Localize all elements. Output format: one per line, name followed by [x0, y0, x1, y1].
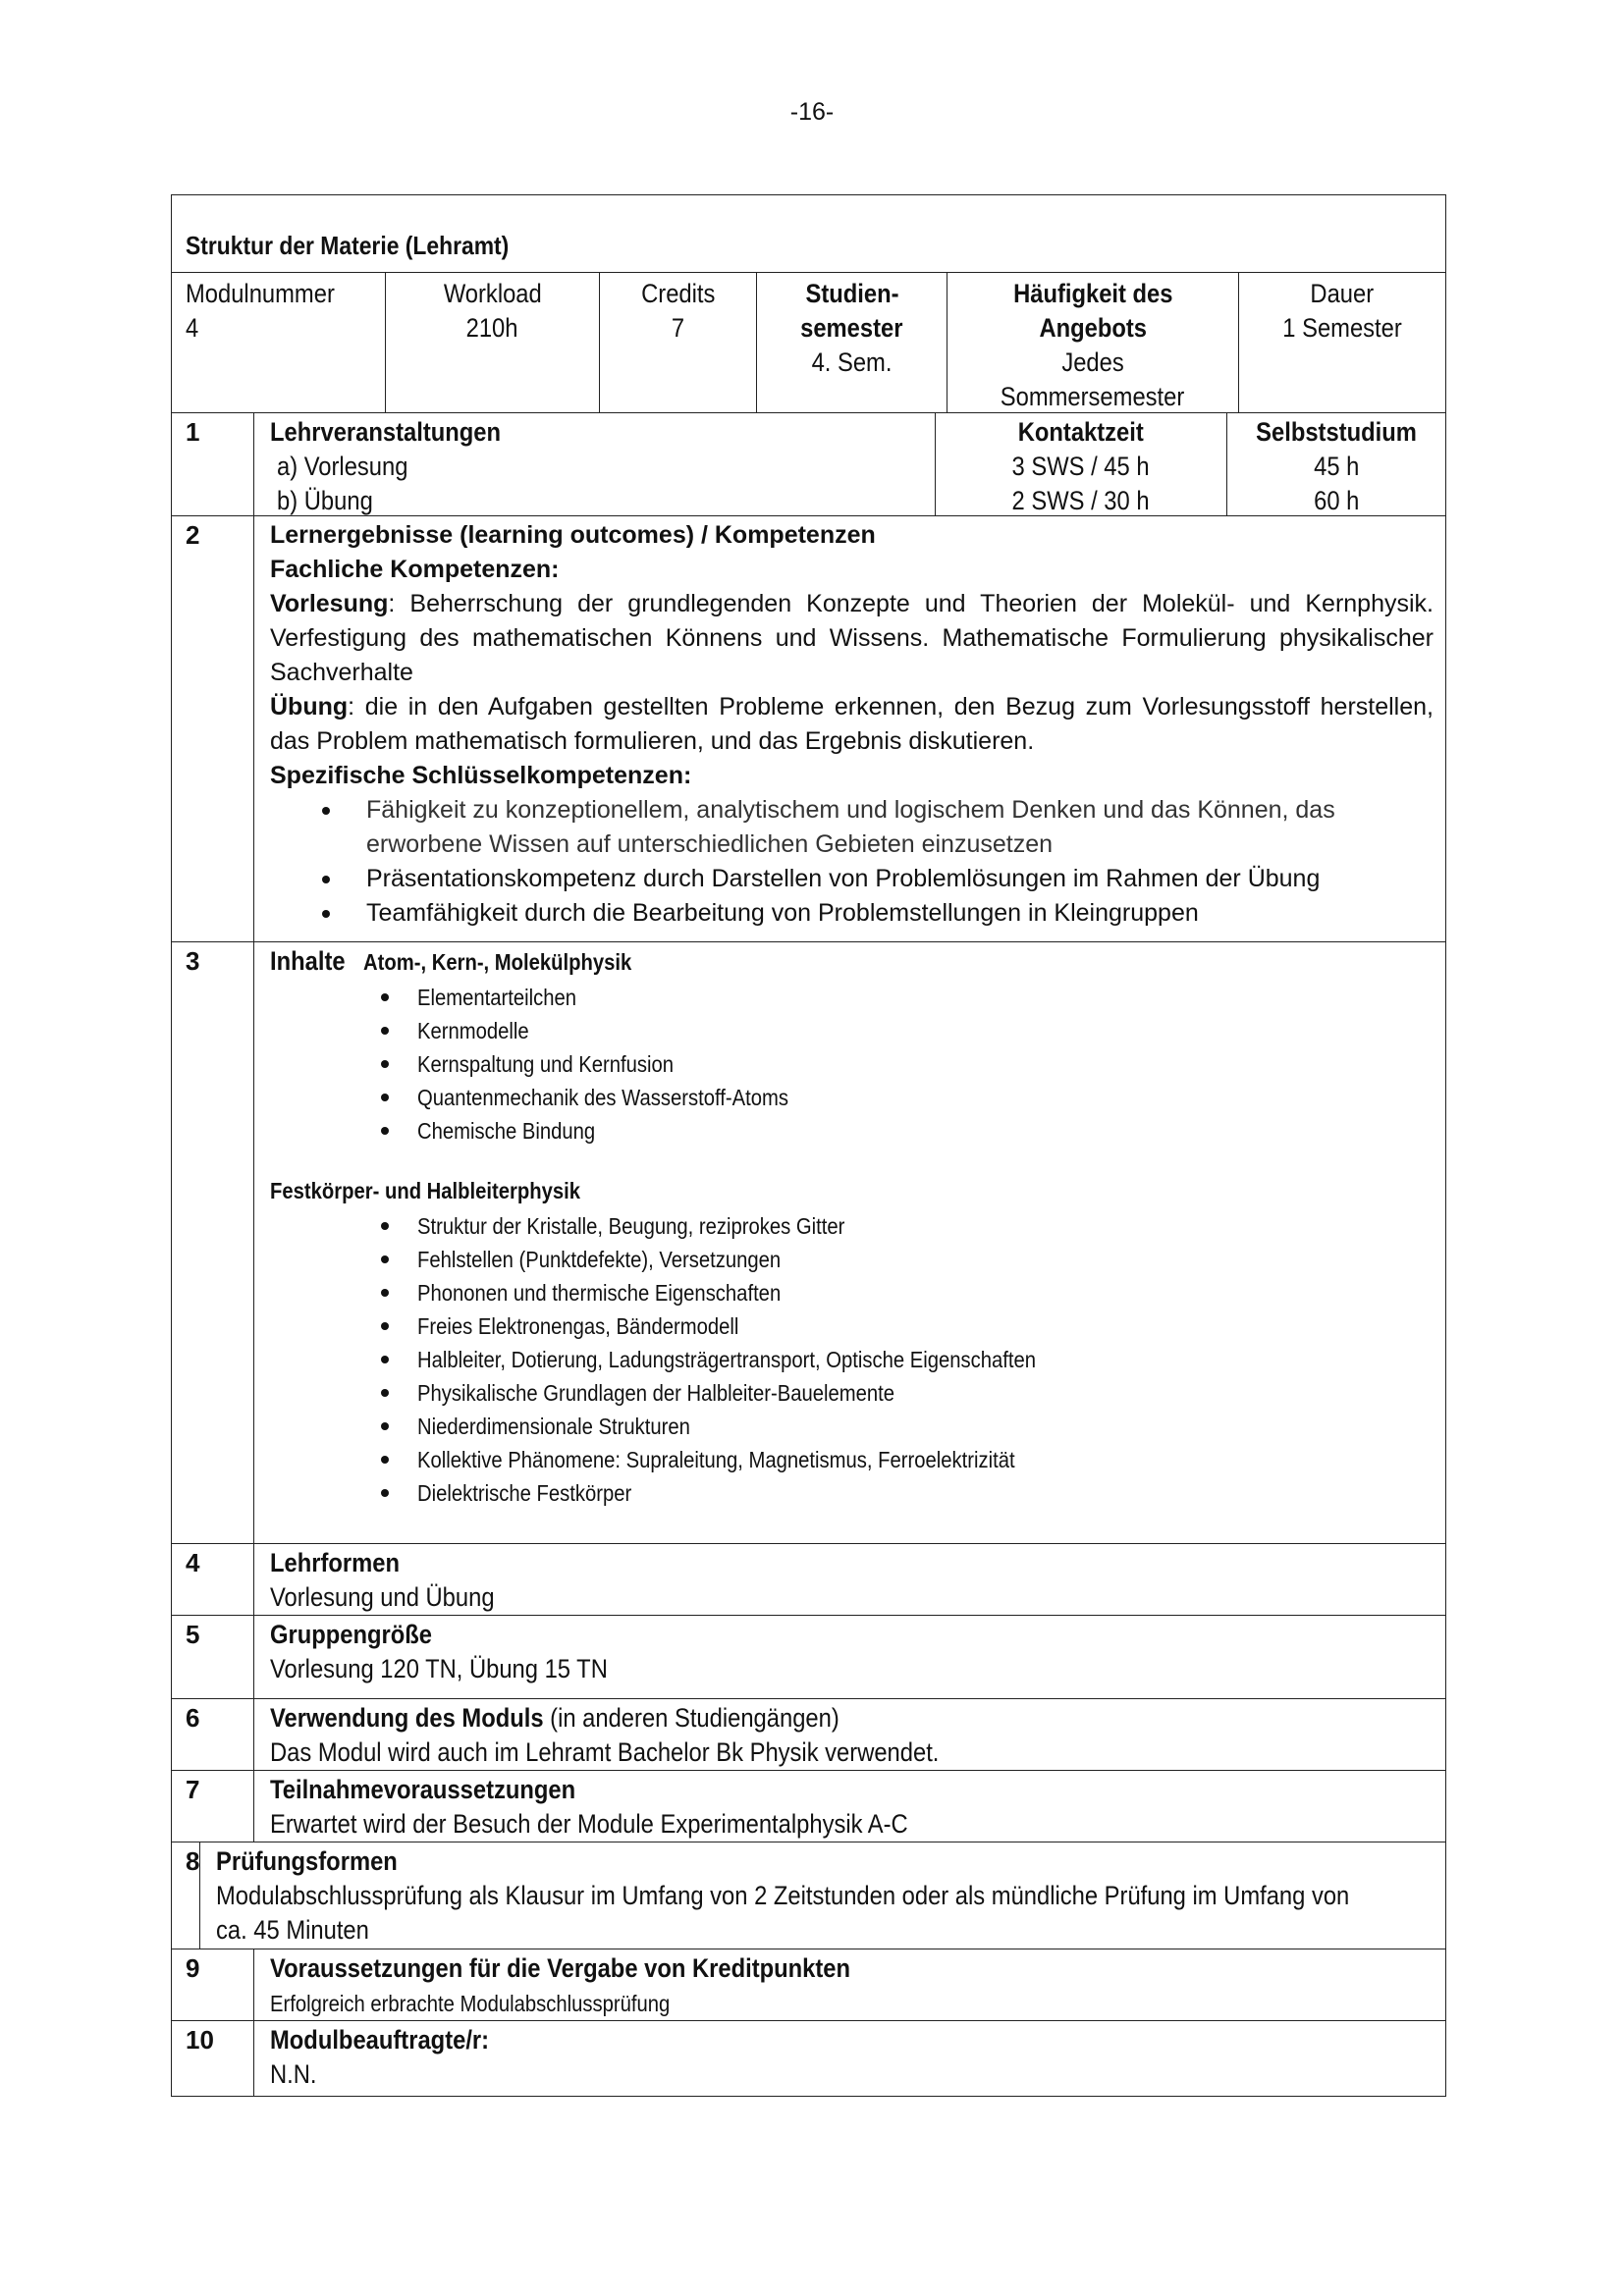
bullet-icon: [381, 1322, 389, 1330]
bullet-icon: [381, 1389, 389, 1397]
list-item: Dielektrische Festkörper: [417, 1476, 1434, 1510]
section-heading-suffix: (in anderen Studiengängen): [543, 1703, 839, 1733]
section-pruefungsformen: [172, 1842, 1445, 1949]
list-item: Teamfähigkeit durch die Bearbeitung von Problemstellungen in Kleingruppen: [366, 896, 1434, 931]
workload-label: Workload: [443, 279, 542, 308]
section-number: 6: [172, 1699, 254, 1770]
section-heading: Lernergebnisse (learning outcomes) / Kompetenzen: [270, 521, 876, 549]
lehrveranstaltung-uebung: b) Übung: [277, 486, 373, 515]
bullet-icon: [322, 876, 330, 883]
selbststudium-uebung: 60 h: [1313, 486, 1360, 515]
studiensemester-value: 4. Sem.: [811, 347, 893, 377]
inhalte-group-heading: Festkörper- und Halbleiterphysik: [270, 1178, 581, 1203]
kontaktzeit-vorlesung: 3 SWS / 45 h: [1011, 452, 1150, 481]
workload-value: 210h: [466, 313, 518, 343]
section-number: 3: [172, 942, 254, 1543]
bullet-icon: [381, 1255, 389, 1263]
inhalte-group1-list: [270, 981, 1434, 1148]
section-heading-line: [270, 1701, 839, 1735]
section-number: 1: [172, 413, 254, 515]
bullet-icon: [381, 1222, 389, 1230]
modulnummer-value: 4: [186, 313, 199, 343]
section-heading: Lehrveranstaltungen: [270, 417, 502, 447]
section-text: Vorlesung 120 TN, Übung 15 TN: [270, 1654, 608, 1683]
kontaktzeit-uebung: 2 SWS / 30 h: [1011, 486, 1150, 515]
section-number: 9: [172, 1949, 254, 2020]
section-kreditpunkte: [172, 1949, 1445, 2021]
workload-cell: [386, 273, 600, 412]
section-lernergebnisse: [172, 516, 1445, 942]
vorlesung-kompetenzen: [270, 587, 1434, 690]
section-text: Das Modul wird auch im Lehramt Bachelor Bk Physik verwendet.: [270, 1737, 940, 1767]
section-number: 4: [172, 1544, 254, 1615]
list-item: Physikalische Grundlagen der Halbleiter-Bauelemente: [417, 1376, 1434, 1410]
studiensemester-cell: [757, 273, 947, 412]
section-heading: Verwendung des Moduls: [270, 1703, 544, 1733]
section-lehrveranstaltungen: [172, 413, 1445, 516]
fachliche-kompetenzen-heading: Fachliche Kompetenzen:: [270, 556, 560, 583]
section-verwendung: [172, 1699, 1445, 1771]
uebung-label: Übung: [270, 693, 349, 721]
vorlesung-label: Vorlesung: [270, 590, 389, 617]
schluesselkompetenzen-list: [270, 793, 1434, 931]
list-item: Halbleiter, Dotierung, Ladungsträgertransport, Optische Eigenschaften: [417, 1343, 1434, 1376]
section-text: Erwartet wird der Besuch der Module Experimentalphysik A-C: [270, 1809, 908, 1839]
bullet-icon: [381, 1289, 389, 1297]
module-info-row: [172, 273, 1445, 413]
list-item: Kollektive Phänomene: Supraleitung, Magnetismus, Ferroelektrizität: [417, 1443, 1434, 1476]
bullet-icon: [381, 993, 389, 1001]
selbststudium-vorlesung: 45 h: [1313, 452, 1360, 481]
section-number: 2: [172, 516, 254, 941]
bullet-icon: [381, 1127, 389, 1135]
inhalte-group-heading: Atom-, Kern-, Molekülphysik: [362, 949, 631, 975]
bullet-icon: [322, 807, 330, 815]
section-modulbeauftragte: [172, 2021, 1445, 2096]
bullet-icon: [322, 910, 330, 918]
section-gruppengroesse: [172, 1616, 1445, 1699]
dauer-label: Dauer: [1310, 279, 1375, 308]
credits-value: 7: [671, 313, 685, 343]
bullet-icon: [381, 1456, 389, 1464]
list-item: Quantenmechanik des Wasserstoff-Atoms: [417, 1081, 1434, 1114]
bullet-icon: [381, 1094, 389, 1101]
section-text: Vorlesung und Übung: [270, 1582, 495, 1612]
module-title-row: [172, 195, 1445, 273]
section-number: 5: [172, 1616, 254, 1698]
modulnummer-label: Modulnummer: [186, 279, 335, 308]
uebung-kompetenzen: [270, 690, 1434, 759]
dauer-value: 1 Semester: [1282, 313, 1402, 343]
vorlesung-text: : Beherrschung der grundlegenden Konzepte und Theorien der Molekül- und Kernphysik. Verfestigung des mathematischen Könnens und Wissens. Mathematische Formulierung physikalischer Sachverhalte: [270, 590, 1434, 686]
lehrveranstaltung-vorlesung: a) Vorlesung: [277, 452, 408, 481]
module-description-table: [171, 194, 1446, 2097]
list-item: Fehlstellen (Punktdefekte), Versetzungen: [417, 1243, 1434, 1276]
section-heading: Prüfungsformen: [216, 1846, 399, 1876]
section-number: 7: [172, 1771, 254, 1842]
uebung-text: : die in den Aufgaben gestellten Probleme erkennen, den Bezug zum Vorlesungsstoff herstellen, das Problem mathematisch formulieren, und das Ergebnis diskutieren.: [270, 693, 1434, 755]
haeufigkeit-value-2: Sommersemester: [1001, 382, 1185, 411]
section-number: 10: [172, 2021, 254, 2096]
schluesselkompetenzen-heading: Spezifische Schlüsselkompetenzen:: [270, 762, 692, 789]
haeufigkeit-value-1: Jedes: [1061, 347, 1124, 377]
studiensemester-label-1: Studien-: [804, 279, 899, 308]
dauer-cell: [1239, 273, 1445, 412]
list-item: Kernspaltung und Kernfusion: [417, 1047, 1434, 1081]
section-text: N.N.: [270, 2059, 317, 2089]
section-teilnahmevoraussetzungen: [172, 1771, 1445, 1842]
section-heading: Voraussetzungen für die Vergabe von Kreditpunkten: [270, 1953, 851, 1983]
section-text: Modulabschlussprüfung als Klausur im Umfang von 2 Zeitstunden oder als mündliche Prüfung im Umfang von ca. 45 Minuten: [216, 1881, 1350, 1945]
section-heading: Inhalte: [270, 946, 346, 976]
haeufigkeit-label-1: Häufigkeit des: [1012, 279, 1173, 308]
list-item: Phononen und thermische Eigenschaften: [417, 1276, 1434, 1309]
inhalte-group2-list: [270, 1209, 1434, 1510]
section-lehrformen: [172, 1544, 1445, 1616]
kontaktzeit-label: Kontaktzeit: [1017, 417, 1145, 447]
section-heading: Lehrformen: [270, 1548, 401, 1577]
list-item: Fähigkeit zu konzeptionellem, analytischem und logischem Denken und das Können, das erworbene Wissen auf unterschiedlichen Gebieten einzusetzen: [366, 793, 1434, 862]
section-text: Erfolgreich erbrachte Modulabschlussprüfung: [270, 1991, 671, 2016]
credits-cell: [600, 273, 757, 412]
module-title: Struktur der Materie (Lehramt): [186, 231, 510, 260]
haeufigkeit-label-2: Angebots: [1039, 313, 1147, 343]
section-heading: Teilnahmevoraussetzungen: [270, 1775, 576, 1804]
section-heading: Gruppengröße: [270, 1620, 432, 1649]
list-item: Struktur der Kristalle, Beugung, reziprokes Gitter: [417, 1209, 1434, 1243]
studiensemester-label-2: semester: [800, 313, 903, 343]
section-heading: Modulbeauftragte/r:: [270, 2025, 490, 2055]
section-number: 8: [172, 1842, 200, 1949]
list-item: Freies Elektronengas, Bändermodell: [417, 1309, 1434, 1343]
section-inhalte: [172, 942, 1445, 1544]
list-item: Elementarteilchen: [417, 981, 1434, 1014]
bullet-icon: [381, 1489, 389, 1497]
list-item: Präsentationskompetenz durch Darstellen von Problemlösungen im Rahmen der Übung: [366, 862, 1434, 896]
list-item: Chemische Bindung: [417, 1114, 1434, 1148]
bullet-icon: [381, 1027, 389, 1035]
credits-label: Credits: [640, 279, 716, 308]
modulnummer-cell: [172, 273, 386, 412]
page-number: -16-: [789, 98, 835, 126]
bullet-icon: [381, 1356, 389, 1363]
bullet-icon: [381, 1060, 389, 1068]
list-item: Niederdimensionale Strukturen: [417, 1410, 1434, 1443]
selbststudium-label: Selbststudium: [1256, 417, 1417, 447]
bullet-icon: [381, 1422, 389, 1430]
haeufigkeit-cell: [947, 273, 1239, 412]
list-item: Kernmodelle: [417, 1014, 1434, 1047]
